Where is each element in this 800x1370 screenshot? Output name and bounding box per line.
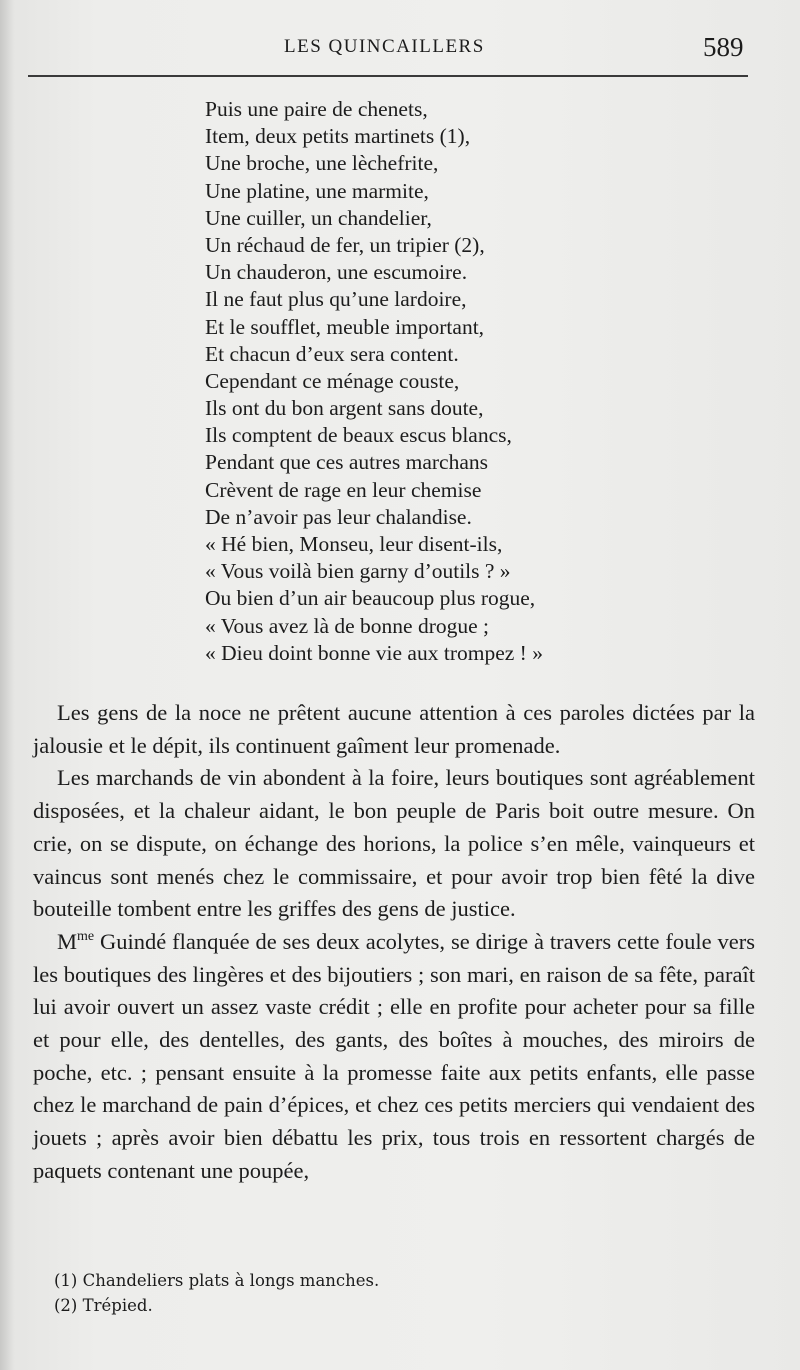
poem-line: Pendant que ces autres marchans: [205, 450, 488, 475]
paragraph-marchands-de-vin: Les marchands de vin abondent à la foire, leurs boutiques sont agréablement disposées, et la chaleur aidant, le bon peuple de Paris boit outre mesure. On crie, on se dispute, on échange des horions, la police s’en mêle, vainqueurs et vaincus sont menés chez le commissaire, et pour avoir trop bien fêté la dive bouteille tombent entre les griffes des gens de justice.: [33, 765, 755, 922]
poem-line: « Vous voilà bien garny d’outils ? »: [205, 559, 511, 584]
poem-line: Crèvent de rage en leur chemise: [205, 477, 482, 502]
running-title: LES QUINCAILLERS: [284, 36, 485, 57]
page-header: [0, 30, 800, 70]
title-prefix: M: [57, 928, 78, 954]
paragraph-madame-guinde: [33, 926, 755, 1188]
binding-shadow: [0, 0, 14, 1370]
poem-line: Il ne faut plus qu’une lardoire,: [205, 287, 467, 312]
poem-line: De n’avoir pas leur chalandise.: [205, 504, 472, 529]
page-number: 589: [703, 32, 744, 62]
footnote-2: (2) Trépied.: [54, 1296, 153, 1315]
poem-line: Ils ont du bon argent sans doute,: [205, 396, 484, 421]
poem-line: Item, deux petits martinets (1),: [205, 124, 471, 149]
poem-line: « Hé bien, Monseu, leur disent-ils,: [205, 532, 503, 556]
poem-line: « Dieu doint bonne vie aux trompez ! »: [205, 640, 543, 665]
paragraph-text: Guindé flanquée de ses deux acolytes, se dirige à travers cette foule vers les boutiques des lingères et des bijoutiers ; son mari, en raison de sa fête, paraît lui avoir ouvert un assez vaste crédit ; elle en profite pour acheter pour sa fille et pour elle, des dentelles, des gants, des boîtes à mouches, des miroirs de poche, etc. ; pensant ensuite à la promesse faite aux petits enfants, elle passe chez le marchand de pain d’épices, et chez ces petits merciers qui vendaient des jouets ; après avoir bien débattu les prix, tous trois en ressortent chargés de paquets contenant une poupée,: [33, 928, 755, 1183]
poem-line: « Vous avez là de bonne drogue ;: [205, 613, 490, 638]
poem-line: Une cuiller, un chandelier,: [205, 205, 432, 230]
footnote-1: (1) Chandeliers plats à longs manches.: [54, 1271, 380, 1290]
poem-line: Une broche, une lèchefrite,: [205, 151, 439, 176]
paragraph-noce: Les gens de la noce ne prêtent aucune attention à ces paroles dictées par la jalousie et le dépit, ils continuent gaîment leur promenade.: [33, 700, 755, 758]
poem-line: Ils comptent de beaux escus blancs,: [205, 423, 512, 448]
poem-line: Un chauderon, une escumoire.: [205, 260, 468, 285]
poem-line: Une platine, une marmite,: [205, 178, 429, 203]
poem-line: Et le soufflet, meuble important,: [205, 314, 485, 339]
poem-line: Un réchaud de fer, un tripier (2),: [205, 232, 485, 257]
title-superscript: me: [77, 928, 95, 944]
footnotes: [54, 1268, 754, 1318]
prose-body: [33, 697, 755, 1188]
poem-stanza: [205, 96, 765, 667]
poem-line: Et chacun d’eux sera content.: [205, 341, 459, 366]
poem-line: Ou bien d’un air beaucoup plus rogue,: [205, 586, 536, 611]
header-rule: [28, 75, 748, 77]
poem-line: Puis une paire de chenets,: [205, 97, 428, 121]
poem-line: Cependant ce ménage couste,: [205, 368, 460, 393]
